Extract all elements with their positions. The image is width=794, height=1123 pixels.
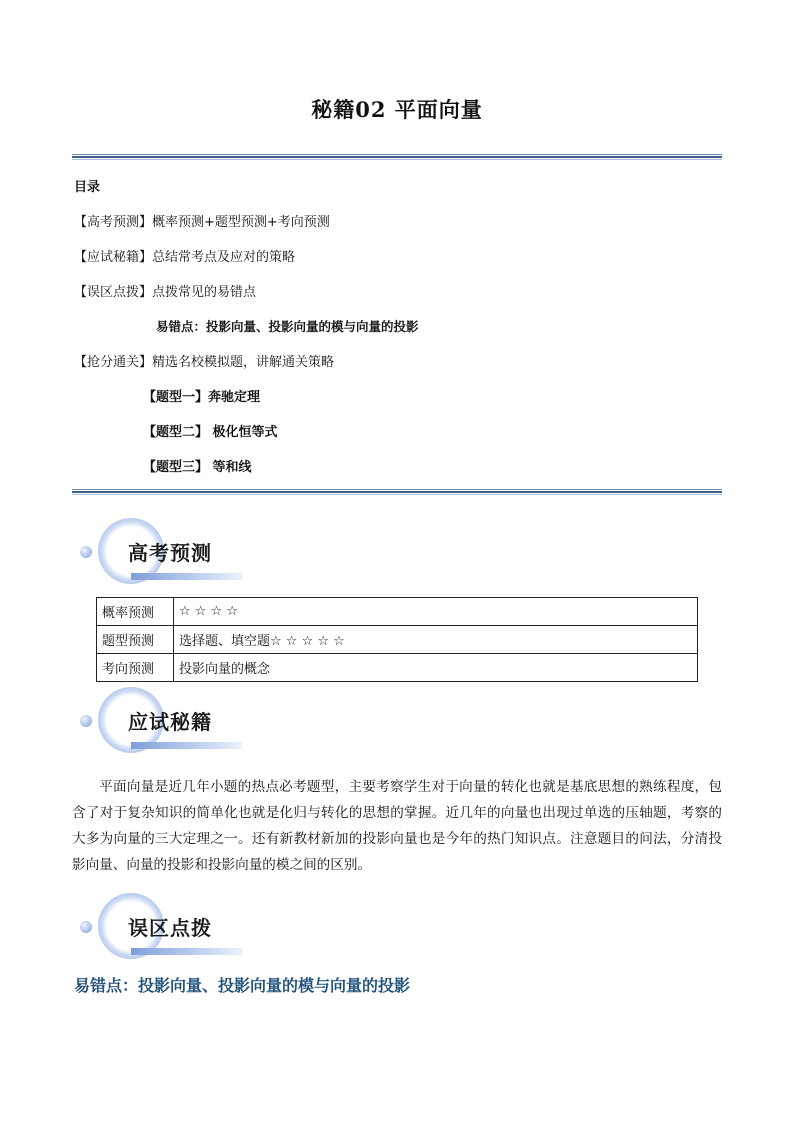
mistake-heading: 易错点：投影向量、投影向量的模与向量的投影 — [74, 976, 411, 995]
toc-item-tag: 【抢分通关】 — [74, 355, 153, 370]
toc-item-mistakes — [74, 281, 256, 300]
underline-bar — [131, 948, 243, 955]
toc-item-text: 概率预测+题型预测+考向预测 — [152, 215, 330, 230]
underline-bar — [131, 742, 243, 749]
toc-item-practice — [74, 351, 334, 370]
prediction-table — [96, 597, 698, 682]
toc-item-text: 总结常考点及应对的策略 — [152, 250, 296, 265]
toc-item-prediction — [74, 211, 330, 230]
toc-type-text: 极化恒等式 — [212, 425, 278, 440]
bullet-dot-icon — [80, 715, 92, 727]
table-row — [97, 654, 698, 682]
table-row — [97, 626, 698, 654]
divider-bottom — [72, 489, 722, 495]
toc-type-tag: 【题型一】 — [143, 390, 209, 405]
section-title: 高考预测 — [128, 541, 212, 565]
table-cell-value: 选择题、填空题☆ ☆ ☆ ☆ ☆ — [174, 626, 698, 654]
table-cell-label: 题型预测 — [97, 626, 174, 654]
toc-type-3 — [143, 456, 252, 475]
section-title: 应试秘籍 — [128, 710, 212, 734]
toc-item-text: 精选名校模拟题，讲解通关策略 — [152, 355, 335, 370]
table-cell-value: ☆ ☆ ☆ ☆ — [174, 598, 698, 626]
toc-type-tag: 【题型三】 — [143, 460, 209, 475]
page-title: 秘籍02 平面向量 — [311, 97, 483, 122]
section-banner-prediction — [76, 515, 246, 587]
toc-heading: 目录 — [74, 180, 101, 195]
bullet-dot-icon — [80, 921, 92, 933]
bullet-dot-icon — [80, 546, 92, 558]
toc-item-secrets — [74, 246, 295, 265]
section-banner-mistakes — [76, 890, 246, 962]
toc-type-2 — [143, 421, 278, 440]
toc-item-text: 点拨常见的易错点 — [152, 285, 257, 300]
toc-type-text: 等和线 — [212, 460, 252, 475]
toc-type-text: 奔驰定理 — [208, 390, 261, 405]
section-title: 误区点拨 — [128, 916, 212, 940]
section-banner-secrets — [76, 684, 246, 756]
toc-item-tag: 【高考预测】 — [74, 215, 153, 230]
secrets-paragraph: 平面向量是近几年小题的热点必考题型，主要考察学生对于向量的转化也就是基底思想的熟练程度，包含了对于复杂知识的简单化也就是化归与转化的思想的掌握。近几年的向量也出现过单选的压轴题，考察的大多为向量的三大定理之一。还有新教材新加的投影向量也是今年的热门知识点。注意题目的问法，分清投影向量、向量的投影和投影向量的模之间的区别。 — [72, 779, 722, 873]
underline-bar — [131, 573, 243, 580]
table-row — [97, 598, 698, 626]
toc-type-tag: 【题型二】 — [143, 425, 209, 440]
table-cell-value: 投影向量的概念 — [174, 654, 698, 682]
toc-error-point: 易错点：投影向量、投影向量的模与向量的投影 — [156, 319, 419, 334]
toc-item-tag: 【应试秘籍】 — [74, 250, 153, 265]
toc-item-tag: 【误区点拨】 — [74, 285, 153, 300]
table-cell-label: 考向预测 — [97, 654, 174, 682]
toc-type-1 — [143, 386, 260, 405]
table-cell-label: 概率预测 — [97, 598, 174, 626]
divider-top — [72, 154, 722, 160]
